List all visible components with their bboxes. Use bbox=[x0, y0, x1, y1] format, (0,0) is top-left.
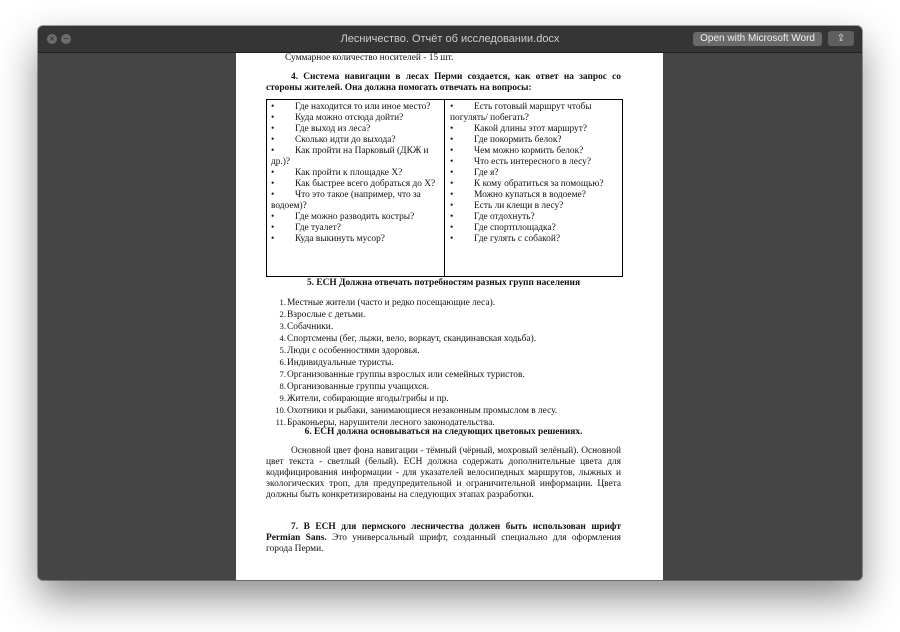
questions-table bbox=[266, 99, 623, 277]
question-item: • Есть ли клещи в лесу? bbox=[450, 201, 564, 211]
bullet: • bbox=[450, 201, 454, 211]
question-item: • Как быстрее всего добраться до Х? bbox=[271, 179, 436, 189]
list-item: 10.Охотники и рыбаки, занимающиеся незаконным промыслом в лесу. bbox=[275, 405, 558, 416]
quicklook-window bbox=[38, 26, 862, 580]
bullet: • bbox=[271, 102, 275, 112]
question-item: • Где спортплощадка? bbox=[450, 223, 556, 233]
top-line: Суммарное количество носителей - 15 шт. bbox=[285, 53, 454, 63]
list-item: 8.Организованные группы учащихся. bbox=[279, 381, 429, 392]
population-groups-list bbox=[275, 297, 558, 429]
bullet: • bbox=[271, 113, 275, 123]
bullet: • bbox=[450, 157, 454, 167]
question-item: • Где можно разводить костры? bbox=[271, 212, 415, 222]
list-item: 5.Люди с особенностями здоровья. bbox=[279, 345, 420, 356]
bullet: • bbox=[450, 223, 454, 233]
section-7-heading: 7. В ЕСН для пермского лесничества должен быть использован шрифт Permian Sans. bbox=[266, 522, 621, 543]
list-item: 6.Индивидуальные туристы. bbox=[279, 357, 394, 368]
bullet: • bbox=[450, 146, 454, 156]
question-item: • Чем можно кормить белок? bbox=[450, 146, 584, 156]
list-item: 4.Спортсмены (бег, лыжи, вело, воркаут, скандинавская ходьба). bbox=[279, 333, 537, 344]
bullet: • bbox=[271, 212, 275, 222]
question-item: • Как пройти на Парковый (ДКЖ и др.)? bbox=[271, 146, 429, 167]
section-7-paragraph bbox=[266, 522, 621, 555]
bullet: • bbox=[450, 168, 454, 178]
bullet: • bbox=[450, 102, 454, 112]
bullet: • bbox=[271, 168, 275, 178]
table-divider bbox=[444, 100, 445, 276]
list-number: 2. bbox=[279, 309, 286, 319]
question-item: • Что есть интересного в лесу? bbox=[450, 157, 591, 167]
question-item: • Где выход из леса? bbox=[271, 124, 371, 134]
question-item: • К кому обратиться за помощью? bbox=[450, 179, 604, 189]
bullet: • bbox=[271, 223, 275, 233]
question-item: • Где гулять с собакой? bbox=[450, 234, 561, 244]
list-item: 9.Жители, собирающие ягоды/грибы и пр. bbox=[279, 393, 449, 404]
list-number: 9. bbox=[279, 393, 286, 403]
section-6-heading: 6. ЕСН должна основываться на следующих цветовых решениях. bbox=[304, 427, 583, 437]
list-number: 10. bbox=[275, 405, 286, 415]
list-number: 3. bbox=[279, 321, 286, 331]
list-item: 11.Браконьеры, нарушители лесного законодательства. bbox=[275, 417, 495, 428]
list-number: 5. bbox=[279, 345, 286, 355]
section-4-heading: 4. Система навигации в лесах Перми создается, как ответ на запрос со стороны жителей. Она должна помогать отвечать на вопросы: bbox=[266, 72, 621, 93]
close-icon: × bbox=[48, 34, 56, 43]
share-button[interactable] bbox=[828, 31, 854, 46]
fullscreen-button[interactable] bbox=[61, 34, 71, 44]
open-with-word-button[interactable]: Open with Microsoft Word bbox=[693, 32, 822, 46]
bullet: • bbox=[271, 146, 275, 156]
bullet: • bbox=[450, 190, 454, 200]
list-number: 7. bbox=[279, 369, 286, 379]
fullscreen-icon: − bbox=[62, 34, 70, 43]
list-number: 1. bbox=[279, 297, 286, 307]
bullet: • bbox=[271, 179, 275, 189]
question-item: • Куда можно отсюда дойти? bbox=[271, 113, 404, 123]
question-item: • Как пройти к площадке Х? bbox=[271, 168, 403, 178]
bullet: • bbox=[450, 124, 454, 134]
question-item: • Есть готовый маршрут чтобы погулять/ побегать? bbox=[450, 102, 592, 123]
questions-right-column bbox=[450, 102, 622, 245]
window-title: Лесничество. Отчёт об исследовании.docx bbox=[340, 33, 560, 45]
document-page bbox=[236, 53, 663, 580]
question-item: • Где отдохнуть? bbox=[450, 212, 535, 222]
bullet: • bbox=[271, 124, 275, 134]
list-number: 11. bbox=[275, 417, 286, 427]
title-bar bbox=[38, 26, 862, 53]
section-5-heading: 5. ЕСН Должна отвечать потребностям разных групп населения bbox=[306, 278, 581, 288]
question-item: • Где находится то или иное место? bbox=[271, 102, 431, 112]
bullet: • bbox=[271, 234, 275, 244]
question-item: • Где я? bbox=[450, 168, 499, 178]
question-item: • Где покормить белок? bbox=[450, 135, 562, 145]
question-item: • Какой длины этот маршрут? bbox=[450, 124, 587, 134]
list-item: 1.Местные жители (часто и редко посещающие леса). bbox=[279, 297, 496, 308]
share-icon: ⇪ bbox=[836, 33, 846, 44]
list-item: 3.Собачники. bbox=[279, 321, 334, 332]
list-item: 7.Организованные группы взрослых или семейных туристов. bbox=[279, 369, 525, 380]
question-item: • Что это такое (например, что за водоем)? bbox=[271, 190, 421, 211]
bullet: • bbox=[450, 179, 454, 189]
list-number: 8. bbox=[279, 381, 286, 391]
bullet: • bbox=[271, 190, 275, 200]
section-7-text: Это универсальный шрифт, созданный специально для оформления города Перми. bbox=[266, 533, 621, 554]
question-item: • Где туалет? bbox=[271, 223, 341, 233]
list-number: 4. bbox=[279, 333, 286, 343]
document-viewport[interactable] bbox=[38, 53, 862, 580]
question-item: • Сколько идти до выхода? bbox=[271, 135, 396, 145]
section-6-paragraph: Основной цвет фона навигации - тёмный (чёрный, мохровый зелёный). Основной цвет текста - светлый (белый). ЕСН должна содержать дополнительные цвета для кодифицирования информации - для указателей велосипедных маршрутов, лыжных и экологических троп, для предупредительной и ограничительной информации. Цвета должны быть конкретизированы на следующих этапах разработки. bbox=[266, 446, 621, 500]
questions-left-column bbox=[271, 102, 443, 245]
bullet: • bbox=[450, 212, 454, 222]
question-item: • Куда выкинуть мусор? bbox=[271, 234, 385, 244]
question-item: • Можно купаться в водоеме? bbox=[450, 190, 586, 200]
bullet: • bbox=[450, 234, 454, 244]
bullet: • bbox=[271, 135, 275, 145]
list-number: 6. bbox=[279, 357, 286, 367]
close-button[interactable] bbox=[47, 34, 57, 44]
bullet: • bbox=[450, 135, 454, 145]
list-item: 2.Взрослые с детьми. bbox=[279, 309, 366, 320]
